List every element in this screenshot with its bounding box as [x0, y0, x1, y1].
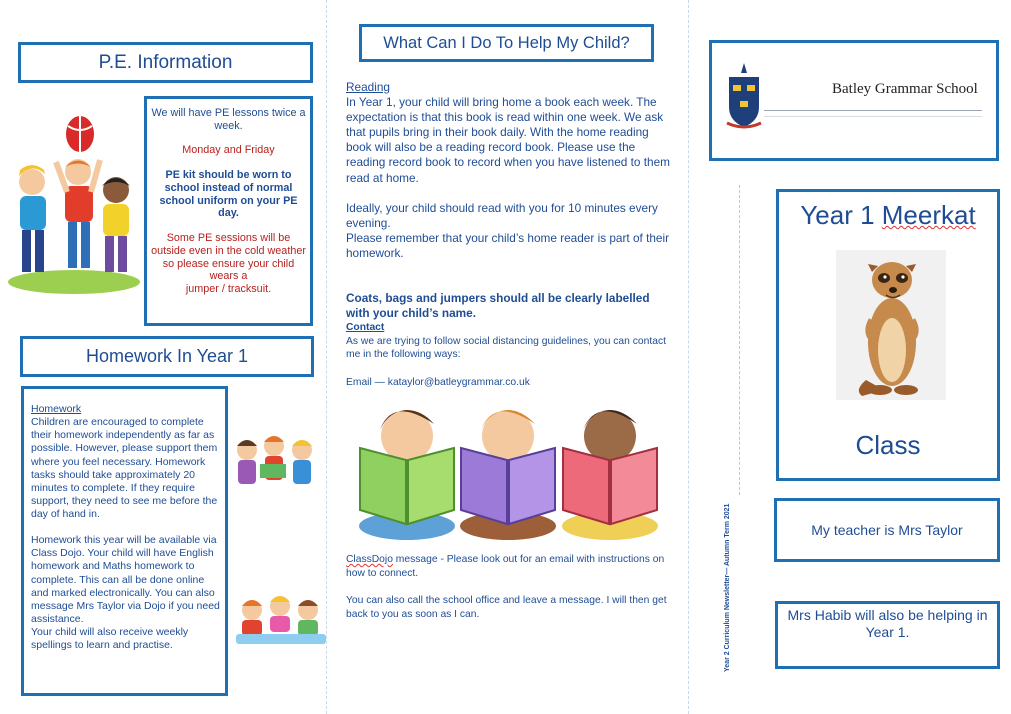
homework-para1: Children are encouraged to complete their homework independently as far as possible. However, please support them where you feel necessary. Homework tasks should take approximately 20 minutes to complete. If they require support, they need to see me before the day of hand in.	[31, 416, 218, 520]
classdojo-line	[346, 553, 672, 580]
pe-weather-part2: jumper / tracksuit.	[185, 283, 272, 296]
help-text-block	[346, 80, 672, 390]
boys-reading-books-illustration	[352, 396, 664, 546]
homework-heading: Homework	[31, 403, 82, 415]
teacher-text: My teacher is Mrs Taylor	[811, 522, 963, 538]
homework-para3: Your child will also receive weekly spellings to learn and practise.	[31, 626, 189, 652]
pe-lessons-text: We will have PE lessons twice a week.	[151, 107, 306, 132]
homework-para2: Homework this year will be available via Class Dojo. Your child will have English homework and Maths homework to complete. This can all be done online and marked electronically. You can also message Mrs Taylor via Dojo if you need assistance.	[31, 534, 220, 625]
reading-heading: Reading	[346, 80, 390, 94]
pe-days: Monday and Friday	[182, 144, 275, 157]
contact-heading: Contact	[346, 322, 385, 334]
meerkat-illustration	[836, 250, 946, 400]
pe-weather-part1: Some PE sessions will be outside even in the cold weather so please ensure your child wears a	[151, 232, 306, 283]
class-year: Year 1	[800, 200, 882, 230]
class-name	[779, 200, 997, 231]
help-title-box	[359, 24, 654, 62]
contact-methods-block	[346, 553, 672, 621]
class-box	[776, 189, 1000, 481]
homework-title: Homework In Year 1	[85, 346, 249, 366]
logo-rule	[764, 110, 982, 111]
school-crest-icon	[725, 63, 763, 131]
helper-box	[775, 601, 1000, 669]
office-text: You can also call the school office and leave a message. I will then get back to you as soon as I can.	[346, 595, 667, 620]
reading-para3: Please remember that your child’s home reader is part of their homework.	[346, 230, 670, 260]
email-address[interactable]: kataylor@batleygrammar.co.uk	[387, 376, 530, 388]
email-separator: —	[374, 376, 385, 388]
class-meerkat: Meerkat	[881, 200, 976, 230]
pe-weather-text	[150, 232, 307, 296]
logo-rule-light	[764, 116, 982, 117]
pe-info-box	[144, 96, 313, 326]
helper-text: Mrs Habib will also be helping in Year 1.	[787, 607, 988, 640]
teacher-box	[774, 498, 1000, 562]
newsletter-spine-text: Year 2 Curriculum Newsletter— Autumn Term 2021	[724, 503, 731, 672]
classdojo-rest: message - Please look out for an email with instructions on how to connect.	[346, 554, 665, 579]
contact-para: As we are trying to follow social distancing guidelines, you can contact me in the following ways:	[346, 335, 666, 361]
coats-text: Coats, bags and jumpers should all be clearly labelled with your child’s name.	[346, 291, 650, 321]
school-name: Batley Grammar School	[832, 81, 978, 97]
fold-line-right	[688, 0, 689, 714]
reading-para1: In Year 1, your child will bring home a book each week. The expectation is that this book is read within one week. We ask that pupils bring in their book daily. With the home reading book will also be a reading record book. Please use the reading record book to record when you have listened to them read at home.	[346, 95, 670, 185]
homework-title-box	[20, 336, 314, 377]
pe-title: P.E. Information	[98, 51, 233, 73]
class-word: Class	[855, 430, 921, 460]
school-logo-box	[709, 40, 999, 161]
email-label: Email	[346, 376, 372, 388]
classdojo-word: ClassDojo	[346, 554, 393, 565]
homework-info-box	[21, 386, 228, 696]
email-line	[346, 376, 672, 390]
pe-title-box	[18, 42, 313, 83]
children-at-table-illustration	[236, 590, 326, 655]
help-title: What Can I Do To Help My Child?	[383, 33, 630, 52]
spine-dashed-line	[739, 185, 740, 495]
children-playing-illustration	[4, 112, 146, 298]
reading-para2: Ideally, your child should read with you for 10 minutes every evening.	[346, 200, 658, 230]
children-reading-small-illustration	[232, 428, 322, 498]
pe-kit-text: PE kit should be worn to school instead of normal school uniform on your PE day.	[159, 169, 298, 220]
fold-line-left	[326, 0, 327, 714]
